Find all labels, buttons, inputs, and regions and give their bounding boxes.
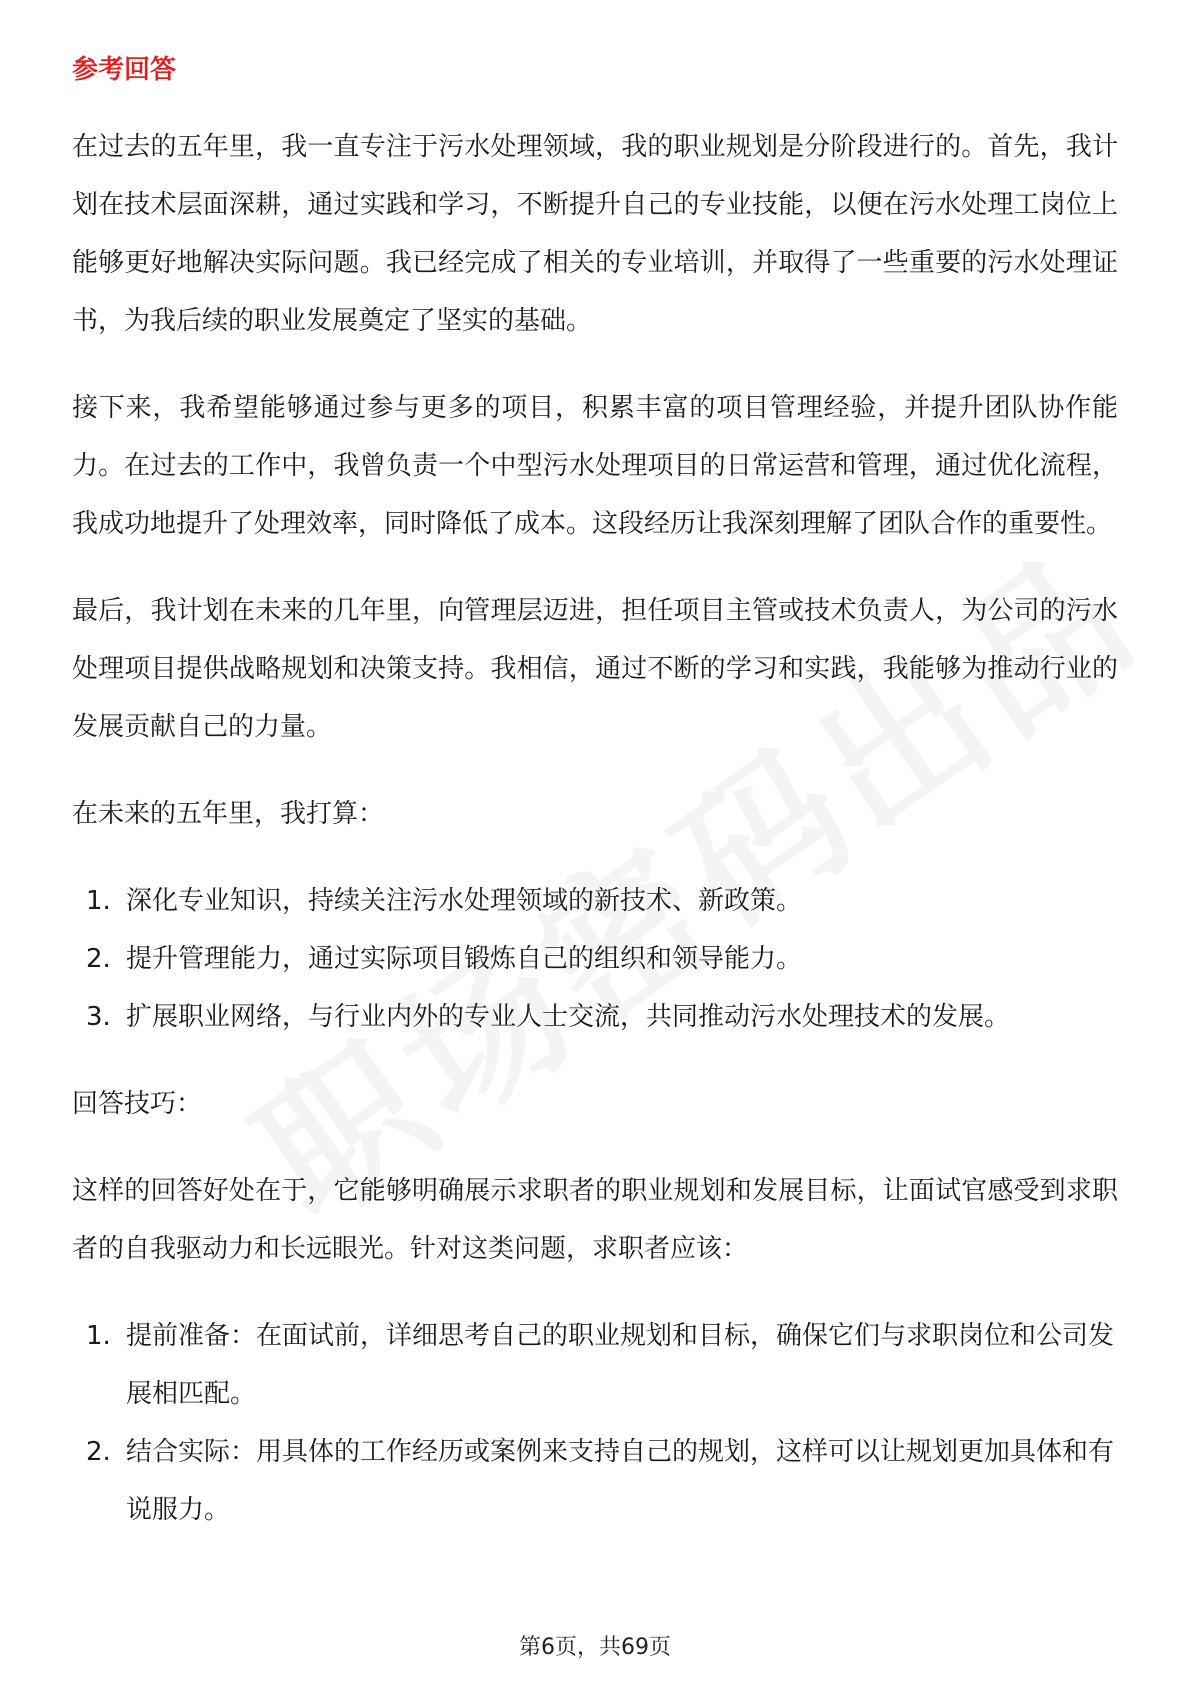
list-item-text: 深化专业知识，持续关注污水处理领域的新技术、新政策。 (126, 886, 803, 916)
list-item-text: 扩展职业网络，与行业内外的专业人士交流，共同推动污水处理技术的发展。 (126, 1002, 1011, 1032)
list-item-text: 提前准备：在面试前，详细思考自己的职业规划和目标，确保它们与求职岗位和公司发展相匹配。 (126, 1321, 1115, 1409)
content-body (72, 118, 1118, 1568)
tips-intro: 这样的回答好处在于，它能够明确展示求职者的职业规划和发展目标，让面试官感受到求职者的自我驱动力和长远眼光。针对这类问题，求职者应该： (72, 1176, 1118, 1264)
list-item (72, 930, 1118, 988)
list-number: 1. (86, 1321, 111, 1351)
plan-list (72, 872, 1118, 1046)
list-item-text: 提升管理能力，通过实际项目锻炼自己的组织和领导能力。 (126, 944, 803, 974)
tips-heading: 回答技巧： (72, 1089, 203, 1119)
list-item (72, 872, 1118, 930)
list-item (72, 988, 1118, 1046)
list-item (72, 1423, 1118, 1539)
paragraph-1: 在过去的五年里，我一直专注于污水处理领域，我的职业规划是分阶段进行的。首先，我计划在技术层面深耕，通过实践和学习，不断提升自己的专业技能，以便在污水处理工岗位上能够更好地解决实际问题。我已经完成了相关的专业培训，并取得了一些重要的污水处理证书，为我后续的职业发展奠定了坚实的基础。 (72, 132, 1118, 336)
list-number: 3. (86, 1002, 111, 1032)
list-number: 2. (86, 944, 111, 974)
page-number: 第6页，共69页 (519, 1635, 671, 1660)
list-item-text: 结合实际：用具体的工作经历或案例来支持自己的规划，这样可以让规划更加具体和有说服力。 (126, 1437, 1115, 1525)
paragraph-3: 最后，我计划在未来的几年里，向管理层迈进，担任项目主管或技术负责人，为公司的污水处理项目提供战略规划和决策支持。我相信，通过不断的学习和实践，我能够为推动行业的发展贡献自己的力量。 (72, 596, 1118, 742)
plan-intro: 在未来的五年里，我打算： (72, 799, 385, 829)
list-item (72, 1307, 1118, 1423)
section-heading: 参考回答 (72, 55, 177, 85)
list-number: 2. (86, 1437, 111, 1467)
paragraph-2: 接下来，我希望能够通过参与更多的项目，积累丰富的项目管理经验，并提升团队协作能力。在过去的工作中，我曾负责一个中型污水处理项目的日常运营和管理，通过优化流程，我成功地提升了处理效率，同时降低了成本。这段经历让我深刻理解了团队合作的重要性。 (72, 393, 1118, 539)
tips-list (72, 1307, 1118, 1539)
list-number: 1. (86, 886, 111, 916)
